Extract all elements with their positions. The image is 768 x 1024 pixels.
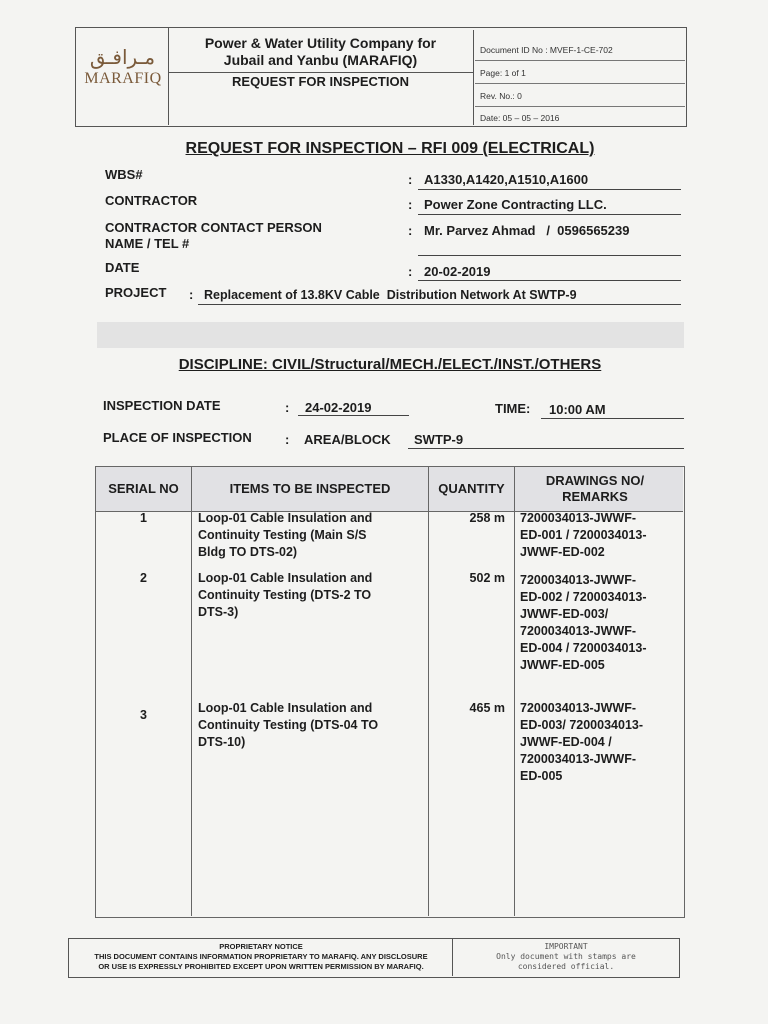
column-header: DRAWINGS NO/ REMARKS [545, 473, 645, 504]
important-title: IMPORTANT [544, 942, 588, 951]
company-line: Jubail and Yanbu (MARAFIQ) [223, 52, 418, 68]
page-number: Page: 1 of 1 [480, 68, 526, 78]
notice-line: OR USE IS EXPRESSLY PROHIBITED EXCEPT UPON WRITTEN PERMISSION BY MARAFIQ. [98, 962, 424, 971]
field-underline [418, 280, 681, 281]
table-column-divider [428, 466, 429, 916]
area-value: SWTP-9 [414, 432, 464, 447]
remarks-line: ED-001 / 7200034013- [520, 528, 647, 542]
remarks-line: ED-003/ 7200034013- [520, 718, 644, 732]
proprietary-notice [70, 942, 452, 972]
serial-cell: 1 [140, 511, 147, 525]
remarks-line: ED-002 / 7200034013- [520, 590, 647, 604]
notice-line: THIS DOCUMENT CONTAINS INFORMATION PROPRIETARY TO MARAFIQ. ANY DISCLOSURE [94, 952, 428, 961]
item-cell [198, 570, 372, 621]
time-value: 10:00 AM [549, 402, 606, 417]
quantity-cell: 502 m [469, 571, 505, 585]
scan-shade-band [97, 322, 684, 348]
logo-text: MARAFIQ [84, 70, 162, 87]
remarks-cell [520, 572, 646, 674]
column-header: SERIAL NO [108, 481, 179, 496]
contractor-label: CONTRACTOR [105, 193, 198, 208]
contact-label-line: NAME / TEL # [105, 236, 190, 251]
remarks-line: 7200034013-JWWF- [520, 511, 637, 525]
field-underline [541, 418, 684, 419]
item-line: DTS-3) [198, 605, 239, 619]
contact-value: Mr. Parvez Ahmad / 0596565239 [424, 223, 630, 238]
project-label: PROJECT [105, 285, 167, 300]
logo-arabic: مـرافـق [89, 45, 156, 69]
remarks-line: JWWF-ED-005 [520, 658, 605, 672]
field-underline [408, 448, 684, 449]
serial-cell: 3 [140, 708, 147, 722]
time-label: TIME: [495, 401, 531, 416]
colon: : [285, 400, 290, 415]
meta-divider [475, 83, 685, 84]
page-title: REQUEST FOR INSPECTION – RFI 009 (ELECTRICAL) [185, 140, 595, 157]
contact-label-line: CONTRACTOR CONTACT PERSON [105, 220, 322, 235]
remarks-line: JWWF-ED-003/ [520, 607, 609, 621]
field-underline [198, 304, 681, 305]
colon: : [408, 197, 413, 212]
notice-title: PROPRIETARY NOTICE [219, 942, 303, 951]
header-divider [473, 30, 474, 125]
remarks-line: 7200034013-JWWF- [520, 752, 637, 766]
field-underline [418, 214, 681, 215]
colon: : [408, 172, 413, 187]
table-column-divider [191, 466, 192, 916]
serial-cell: 2 [140, 571, 147, 585]
item-cell [198, 510, 372, 561]
discipline-heading: DISCIPLINE: CIVIL/Structural/MECH./ELECT./INST./OTHERS [178, 356, 602, 373]
item-line: Loop-01 Cable Insulation and [198, 511, 373, 525]
item-line: Loop-01 Cable Insulation and [198, 571, 373, 585]
remarks-line: 7200034013-JWWF- [520, 573, 637, 587]
item-cell [198, 700, 378, 751]
contact-label [105, 220, 322, 252]
field-underline [418, 189, 681, 190]
field-underline [298, 415, 409, 416]
project-value: Replacement of 13.8KV Cable Distribution Network At SWTP-9 [204, 288, 577, 302]
colon: : [408, 223, 413, 238]
colon: : [285, 432, 290, 447]
remarks-line: JWWF-ED-004 / [520, 735, 612, 749]
item-line: Continuity Testing (DTS-2 TO [198, 588, 372, 602]
remarks-cell [520, 510, 646, 561]
meta-divider [475, 106, 685, 107]
item-line: Continuity Testing (DTS-04 TO [198, 718, 379, 732]
document-date: Date: 05 – 05 – 2016 [480, 113, 560, 123]
remarks-cell [520, 700, 643, 785]
item-line: Loop-01 Cable Insulation and [198, 701, 373, 715]
remarks-line: 7200034013-JWWF- [520, 624, 637, 638]
remarks-line: ED-004 / 7200034013- [520, 641, 647, 655]
column-header: ITEMS TO BE INSPECTED [229, 481, 391, 496]
inspection-date-value: 24-02-2019 [305, 400, 372, 415]
meta-divider [475, 60, 685, 61]
date-value: 20-02-2019 [424, 264, 491, 279]
remarks-line: JWWF-ED-002 [520, 545, 605, 559]
important-notice [455, 942, 677, 972]
item-line: DTS-10) [198, 735, 246, 749]
contractor-value: Power Zone Contracting LLC. [424, 197, 607, 212]
remarks-line: ED-005 [520, 769, 563, 783]
footer-divider [452, 938, 453, 976]
header-divider [168, 72, 473, 73]
quantity-cell: 465 m [469, 701, 505, 715]
field-underline [418, 255, 681, 256]
colon: : [408, 264, 413, 279]
remarks-line: 7200034013-JWWF- [520, 701, 637, 715]
company-line: Power & Water Utility Company for [204, 35, 437, 51]
date-label: DATE [105, 260, 140, 275]
colon: : [189, 287, 194, 302]
area-label: AREA/BLOCK [304, 432, 391, 447]
important-line: considered official. [517, 962, 615, 971]
wbs-value: A1330,A1420,A1510,A1600 [424, 172, 589, 187]
document-id: Document ID No : MVEF-1-CE-702 [480, 45, 613, 55]
column-header: QUANTITY [438, 481, 505, 496]
item-line: Bldg TO DTS-02) [198, 545, 298, 559]
form-title: REQUEST FOR INSPECTION [232, 74, 409, 89]
quantity-cell: 258 m [469, 511, 505, 525]
table-column-divider [514, 466, 515, 916]
important-line: Only document with stamps are [496, 952, 636, 961]
revision-number: Rev. No.: 0 [480, 91, 522, 101]
inspection-date-label: INSPECTION DATE [103, 398, 221, 413]
wbs-label: WBS# [105, 167, 143, 182]
item-line: Continuity Testing (Main S/S [198, 528, 367, 542]
company-name [168, 35, 473, 69]
place-label: PLACE OF INSPECTION [103, 430, 252, 445]
